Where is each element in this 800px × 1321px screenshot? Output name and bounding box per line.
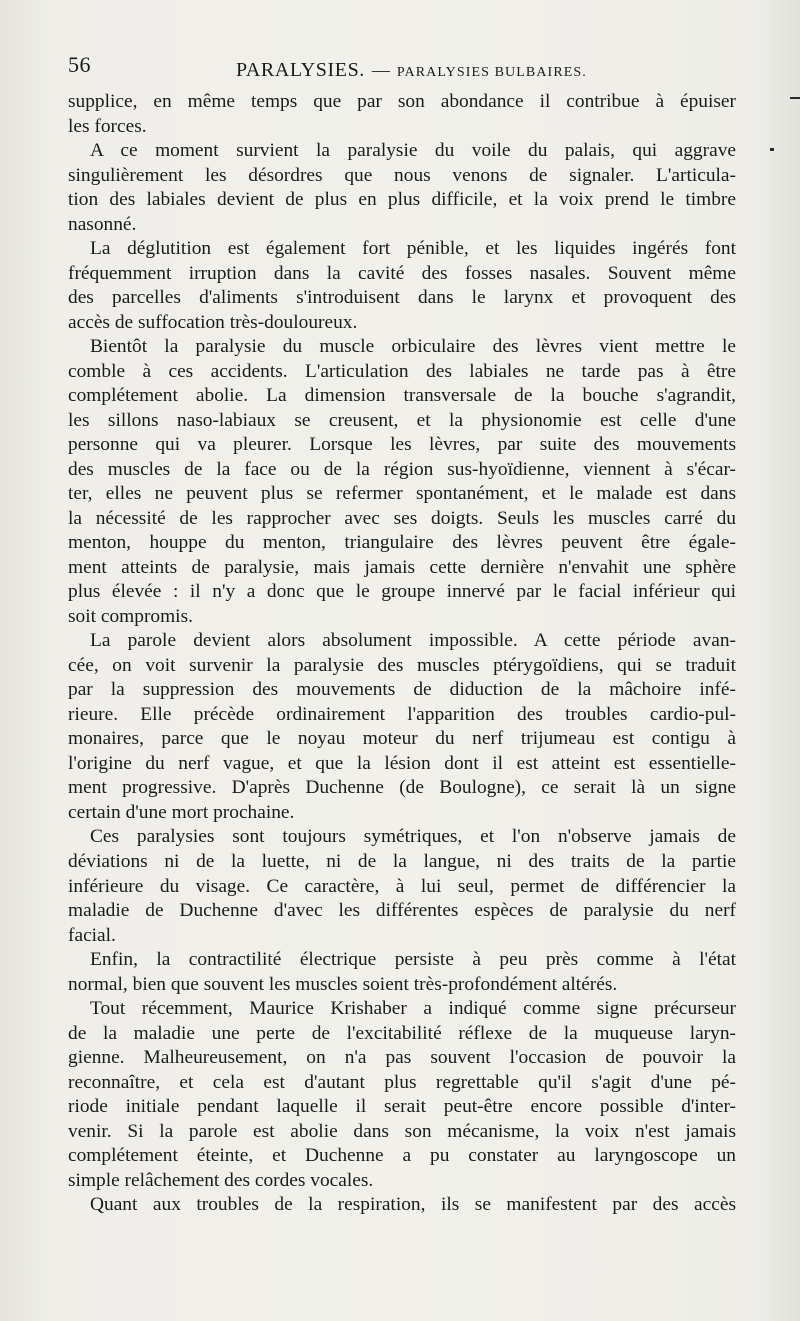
text-line: la nécessité de les rapprocher avec ses doigts. Seuls les muscles carré du [68,507,736,529]
text-line: ment atteints de paralysie, mais jamais cette dernière n'envahit une sphère [68,556,736,578]
text-line: riode initiale pendant laquelle il serait peut-être encore possible d'inter- [68,1096,736,1118]
text-line: certain d'une mort prochaine. [68,801,295,823]
text-line: rieure. Elle précède ordinairement l'apparition des troubles cardio-pul- [68,703,736,725]
body-text [68,90,736,1218]
text-line: déviations ni de la luette, ni de la langue, ni des traits de la partie [68,850,736,872]
text-line: complétement éteinte, et Duchenne a pu constater au laryngoscope un [68,1145,736,1167]
text-line: accès de suffocation très-douloureux. [68,311,358,333]
text-line: inférieure du visage. Ce caractère, à lui seul, permet de différencier la [68,875,736,897]
text-line: personne qui va pleurer. Lorsque les lèvres, par suite des mouvements [68,434,736,456]
text-line: nasonné. [68,213,137,235]
text-line: les forces. [68,115,147,137]
text-line: des muscles de la face ou de la région sus-hyoïdienne, viennent à s'écar- [68,458,736,480]
text-line: La déglutition est également fort pénible, et les liquides ingérés font [90,238,736,260]
text-line: Enfin, la contractilité électrique persiste à peu près comme à l'état [90,949,736,971]
text-line: simple relâchement des cordes vocales. [68,1169,374,1191]
text-line: facial. [68,924,116,946]
text-line: cée, on voit survenir la paralysie des muscles ptérygoïdiens, qui se traduit [68,654,736,676]
text-line: normal, bien que souvent les muscles soient très-profondément altérés. [68,973,618,995]
text-line: comble à ces accidents. L'articulation des labiales ne tarde pas à être [68,360,736,382]
text-line: tion des labiales devient de plus en plus difficile, et la voix prend le timbre [68,189,736,211]
text-line: soit compromis. [68,605,193,627]
text-line: de la maladie une perte de l'excitabilité réflexe de la muqueuse laryn- [68,1022,736,1044]
text-line: gienne. Malheureusement, on n'a pas souvent l'occasion de pouvoir la [68,1047,736,1069]
text-line: plus élevée : il n'y a donc que le groupe innervé par le facial inférieur qui [68,581,736,603]
text-line: les sillons naso-labiaux se creusent, et la physionomie est celle d'une [68,409,736,431]
edge-mark [770,148,774,151]
text-line: complétement abolie. La dimension transversale de la bouche s'agrandit, [68,385,736,407]
text-line: maladie de Duchenne d'avec les différentes espèces de paralysie du nerf [68,900,736,922]
page-header [68,52,736,82]
text-line: ment progressive. D'après Duchenne (de Boulogne), ce serait là un signe [68,777,736,799]
text-line: menton, houppe du menton, triangulaire des lèvres peuvent être égale- [68,532,736,554]
running-head-dash: — [371,60,390,80]
running-head-title: PARALYSIES. [236,59,365,81]
text-line: Tout récemment, Maurice Krishaber a indiqué comme signe précurseur [90,998,736,1020]
text-line: La parole devient alors absolument impossible. A cette période avan- [90,630,736,652]
text-line: reconnaître, et cela est d'autant plus regrettable qu'il s'agit d'une pé- [68,1071,736,1093]
text-line: des parcelles d'aliments s'introduisent dans le larynx et provoquent des [68,287,736,309]
text-line: par la suppression des mouvements de diduction de la mâchoire infé- [68,679,736,701]
text-line: Ces paralysies sont toujours symétriques, et l'on n'observe jamais de [90,826,736,848]
text-line: Bientôt la paralysie du muscle orbiculaire des lèvres vient mettre le [90,336,736,358]
page-number: 56 [68,52,91,77]
text-line: monaires, parce que le noyau moteur du nerf trijumeau est contigu à [68,728,736,750]
text-line: supplice, en même temps que par son abondance il contribue à épuiser [68,91,736,112]
text-line: singulièrement les désordres que nous venons de signaler. L'articula- [68,164,736,186]
text-line: ter, elles ne peuvent plus se refermer spontanément, et le malade est dans [68,483,736,505]
text-line: Quant aux troubles de la respiration, ils se manifestent par des accès [90,1194,736,1216]
running-head-subtitle: PARALYSIES BULBAIRES. [396,65,587,80]
running-head [236,57,587,86]
text-line: l'origine du nerf vague, et que la lésion dont il est atteint est essentielle- [68,752,736,774]
text-line: fréquemment irruption dans la cavité des fosses nasales. Souvent même [68,262,736,284]
text-line: A ce moment survient la paralysie du voile du palais, qui aggrave [90,140,736,162]
edge-mark [790,97,800,99]
text-line: venir. Si la parole est abolie dans son mécanisme, la voix n'est jamais [68,1120,736,1142]
